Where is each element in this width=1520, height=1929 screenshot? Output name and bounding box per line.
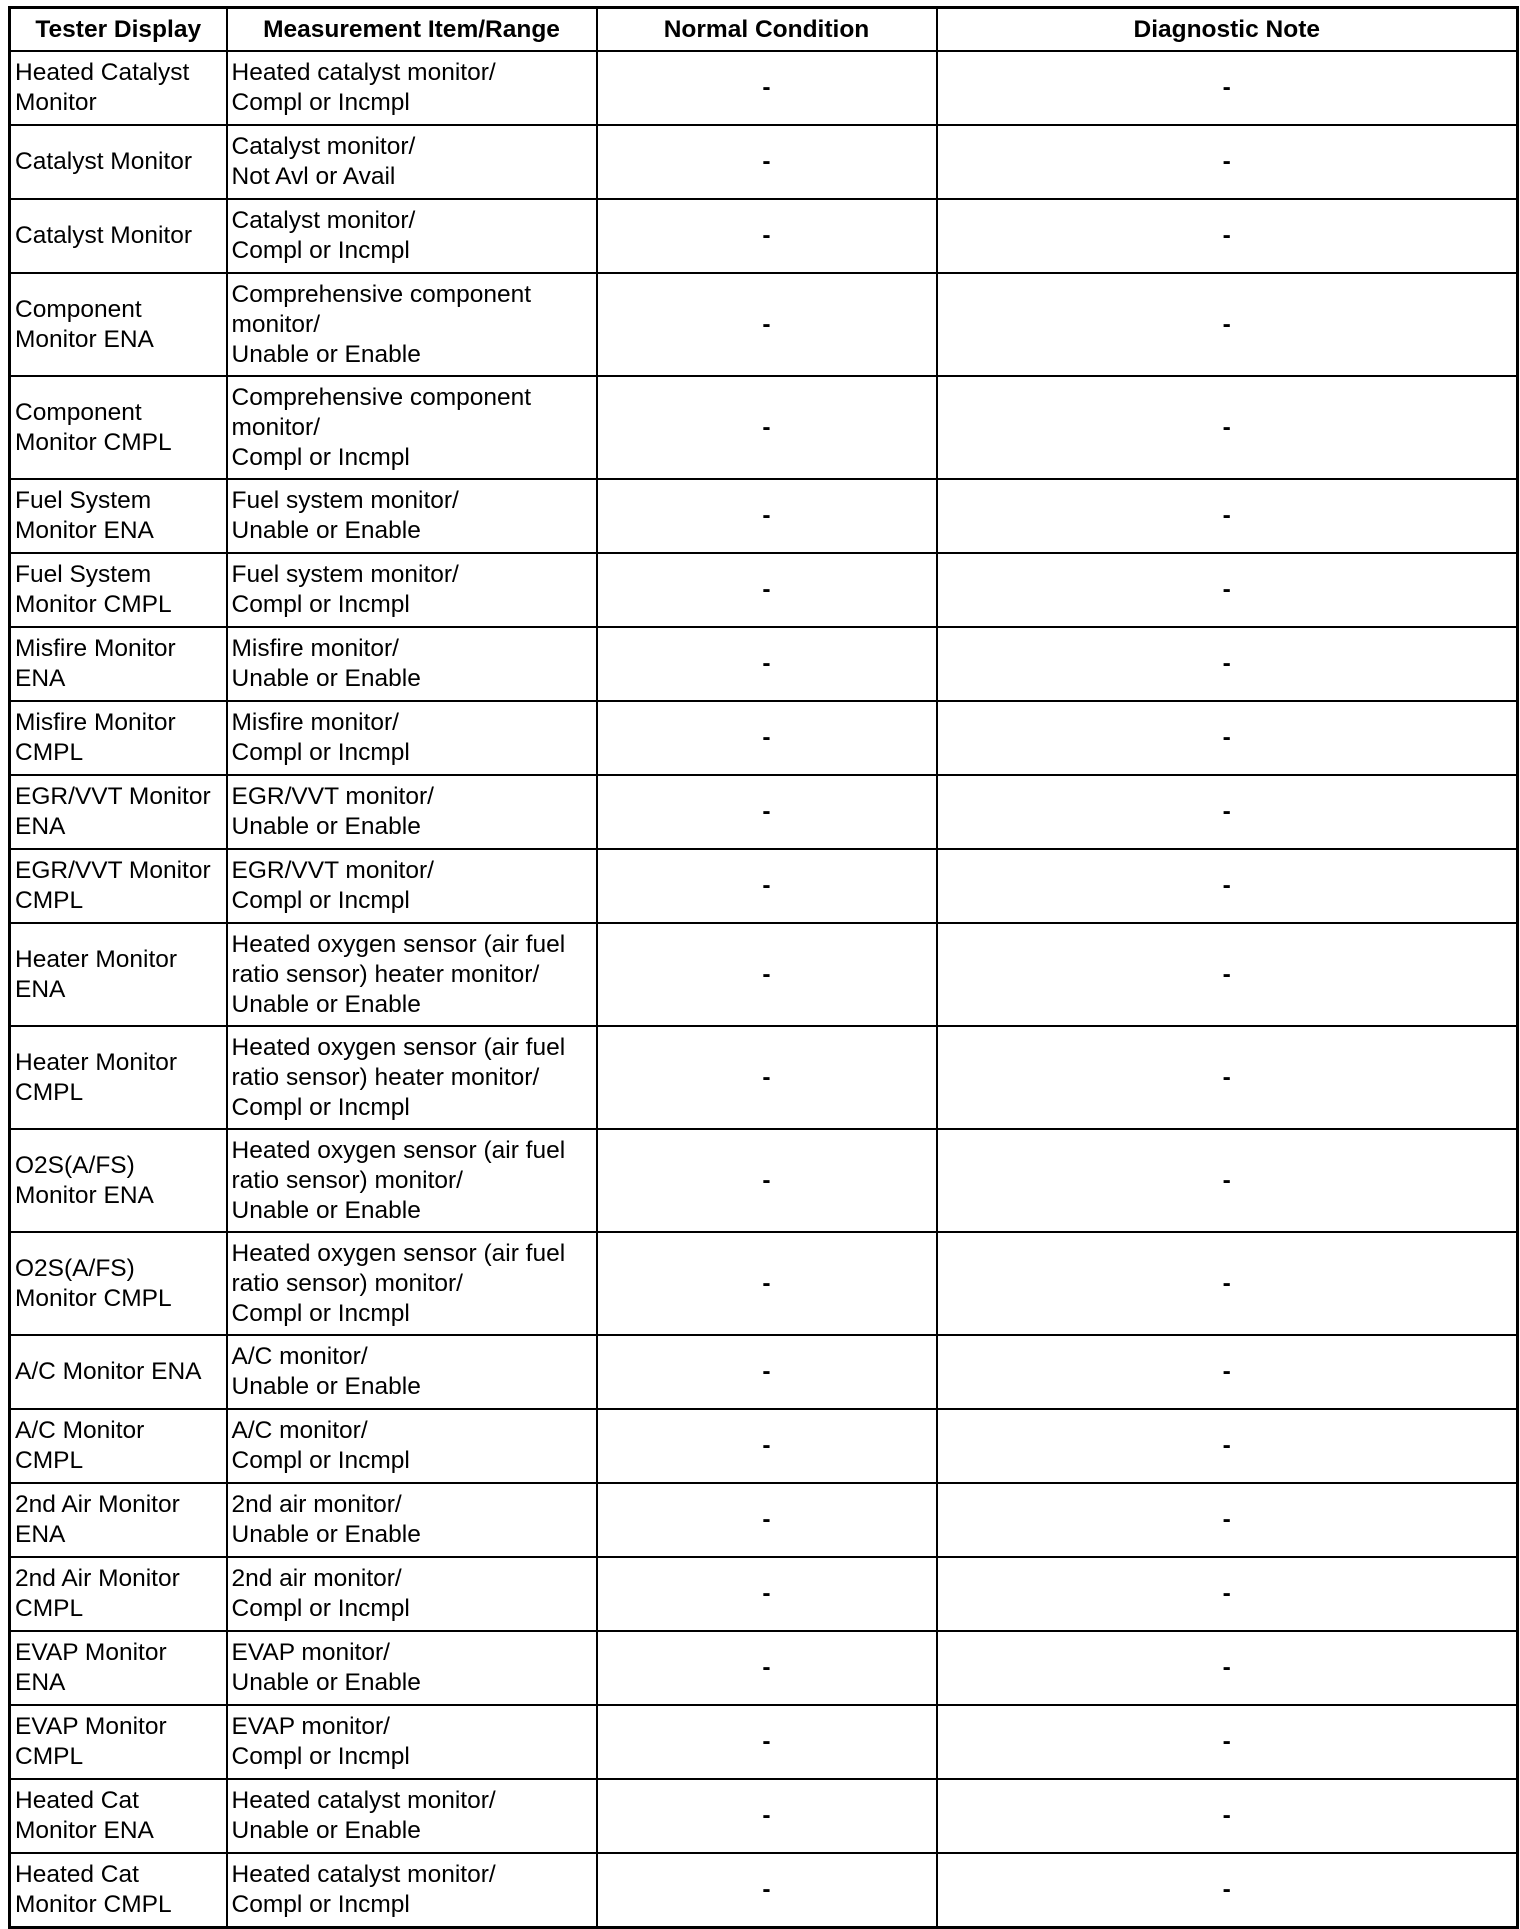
measurement-cell: Heated catalyst monitor/ Unable or Enable — [227, 1779, 597, 1853]
measurement-cell: Misfire monitor/ Compl or Incmpl — [227, 701, 597, 775]
tester-display-cell: O2S(A/FS) Monitor CMPL — [10, 1232, 227, 1335]
normal-condition-cell: - — [597, 1853, 937, 1928]
table-row — [10, 1483, 1518, 1557]
diagnostic-note-cell: - — [937, 125, 1518, 199]
measurement-cell: Heated oxygen sensor (air fuel ratio sensor) heater monitor/ Unable or Enable — [227, 923, 597, 1026]
measurement-cell: EVAP monitor/ Unable or Enable — [227, 1631, 597, 1705]
data-list-table-container — [8, 6, 1519, 1929]
table-row — [10, 1557, 1518, 1631]
diagnostic-note-cell: - — [937, 1705, 1518, 1779]
diagnostic-note-cell: - — [937, 627, 1518, 701]
diagnostic-note-cell: - — [937, 923, 1518, 1026]
measurement-cell: Catalyst monitor/ Not Avl or Avail — [227, 125, 597, 199]
normal-condition-cell: - — [597, 627, 937, 701]
measurement-cell: Heated oxygen sensor (air fuel ratio sensor) monitor/ Unable or Enable — [227, 1129, 597, 1232]
normal-condition-cell: - — [597, 1129, 937, 1232]
tester-display-cell: Misfire Monitor CMPL — [10, 701, 227, 775]
table-row — [10, 1779, 1518, 1853]
table-row — [10, 775, 1518, 849]
measurement-cell: Heated oxygen sensor (air fuel ratio sensor) monitor/ Compl or Incmpl — [227, 1232, 597, 1335]
measurement-cell: Misfire monitor/ Unable or Enable — [227, 627, 597, 701]
normal-condition-cell: - — [597, 199, 937, 273]
table-row — [10, 1335, 1518, 1409]
normal-condition-cell: - — [597, 849, 937, 923]
table-row — [10, 627, 1518, 701]
table-row — [10, 199, 1518, 273]
measurement-cell: EGR/VVT monitor/ Compl or Incmpl — [227, 849, 597, 923]
diagnostic-note-cell: - — [937, 199, 1518, 273]
diagnostic-note-cell: - — [937, 1483, 1518, 1557]
tester-display-cell: Catalyst Monitor — [10, 125, 227, 199]
tester-display-cell: A/C Monitor ENA — [10, 1335, 227, 1409]
diagnostic-note-cell: - — [937, 1232, 1518, 1335]
table-row — [10, 376, 1518, 479]
diagnostic-note-cell: - — [937, 273, 1518, 376]
diagnostic-note-cell: - — [937, 701, 1518, 775]
normal-condition-cell: - — [597, 125, 937, 199]
normal-condition-cell: - — [597, 1026, 937, 1129]
measurement-cell: Heated catalyst monitor/ Compl or Incmpl — [227, 51, 597, 125]
normal-condition-cell: - — [597, 1335, 937, 1409]
diagnostic-note-cell: - — [937, 1557, 1518, 1631]
normal-condition-cell: - — [597, 1631, 937, 1705]
tester-display-cell: Fuel System Monitor CMPL — [10, 553, 227, 627]
tester-display-cell: 2nd Air Monitor CMPL — [10, 1557, 227, 1631]
tester-display-cell: EGR/VVT Monitor ENA — [10, 775, 227, 849]
measurement-cell: Fuel system monitor/ Unable or Enable — [227, 479, 597, 553]
data-list-table — [8, 6, 1519, 1929]
tester-display-cell: Heated Cat Monitor CMPL — [10, 1853, 227, 1928]
tester-display-cell: Component Monitor ENA — [10, 273, 227, 376]
tester-display-cell: Heater Monitor CMPL — [10, 1026, 227, 1129]
normal-condition-cell: - — [597, 775, 937, 849]
header-normal-condition: Normal Condition — [597, 8, 937, 52]
table-row — [10, 923, 1518, 1026]
tester-display-cell: 2nd Air Monitor ENA — [10, 1483, 227, 1557]
tester-display-cell: O2S(A/FS) Monitor ENA — [10, 1129, 227, 1232]
measurement-cell: 2nd air monitor/ Unable or Enable — [227, 1483, 597, 1557]
table-row — [10, 1026, 1518, 1129]
normal-condition-cell: - — [597, 553, 937, 627]
normal-condition-cell: - — [597, 1779, 937, 1853]
diagnostic-note-cell: - — [937, 1129, 1518, 1232]
table-row — [10, 701, 1518, 775]
table-body — [10, 51, 1518, 1928]
header-tester-display: Tester Display — [10, 8, 227, 52]
normal-condition-cell: - — [597, 273, 937, 376]
diagnostic-note-cell: - — [937, 376, 1518, 479]
diagnostic-note-cell: - — [937, 553, 1518, 627]
measurement-cell: EVAP monitor/ Compl or Incmpl — [227, 1705, 597, 1779]
diagnostic-note-cell: - — [937, 775, 1518, 849]
table-row — [10, 479, 1518, 553]
tester-display-cell: Catalyst Monitor — [10, 199, 227, 273]
diagnostic-note-cell: - — [937, 1026, 1518, 1129]
table-row — [10, 1232, 1518, 1335]
table-row — [10, 849, 1518, 923]
normal-condition-cell: - — [597, 376, 937, 479]
tester-display-cell: A/C Monitor CMPL — [10, 1409, 227, 1483]
measurement-cell: Fuel system monitor/ Compl or Incmpl — [227, 553, 597, 627]
diagnostic-note-cell: - — [937, 849, 1518, 923]
measurement-cell: Comprehensive component monitor/ Compl or Incmpl — [227, 376, 597, 479]
table-row — [10, 51, 1518, 125]
diagnostic-note-cell: - — [937, 1409, 1518, 1483]
tester-display-cell: EGR/VVT Monitor CMPL — [10, 849, 227, 923]
normal-condition-cell: - — [597, 1232, 937, 1335]
measurement-cell: A/C monitor/ Compl or Incmpl — [227, 1409, 597, 1483]
tester-display-cell: Heated Cat Monitor ENA — [10, 1779, 227, 1853]
table-row — [10, 1705, 1518, 1779]
header-measurement-item: Measurement Item/Range — [227, 8, 597, 52]
normal-condition-cell: - — [597, 479, 937, 553]
measurement-cell: Catalyst monitor/ Compl or Incmpl — [227, 199, 597, 273]
diagnostic-note-cell: - — [937, 1853, 1518, 1928]
normal-condition-cell: - — [597, 1557, 937, 1631]
diagnostic-note-cell: - — [937, 1631, 1518, 1705]
table-row — [10, 1631, 1518, 1705]
tester-display-cell: Component Monitor CMPL — [10, 376, 227, 479]
tester-display-cell: EVAP Monitor CMPL — [10, 1705, 227, 1779]
tester-display-cell: EVAP Monitor ENA — [10, 1631, 227, 1705]
normal-condition-cell: - — [597, 1409, 937, 1483]
measurement-cell: Heated oxygen sensor (air fuel ratio sensor) heater monitor/ Compl or Incmpl — [227, 1026, 597, 1129]
tester-display-cell: Heater Monitor ENA — [10, 923, 227, 1026]
diagnostic-note-cell: - — [937, 479, 1518, 553]
measurement-cell: Comprehensive component monitor/ Unable or Enable — [227, 273, 597, 376]
diagnostic-note-cell: - — [937, 1335, 1518, 1409]
diagnostic-note-cell: - — [937, 1779, 1518, 1853]
tester-display-cell: Misfire Monitor ENA — [10, 627, 227, 701]
header-row — [10, 8, 1518, 52]
normal-condition-cell: - — [597, 1705, 937, 1779]
normal-condition-cell: - — [597, 923, 937, 1026]
diagnostic-note-cell: - — [937, 51, 1518, 125]
table-row — [10, 273, 1518, 376]
measurement-cell: EGR/VVT monitor/ Unable or Enable — [227, 775, 597, 849]
table-row — [10, 1409, 1518, 1483]
measurement-cell: A/C monitor/ Unable or Enable — [227, 1335, 597, 1409]
measurement-cell: 2nd air monitor/ Compl or Incmpl — [227, 1557, 597, 1631]
table-row — [10, 1853, 1518, 1928]
normal-condition-cell: - — [597, 51, 937, 125]
normal-condition-cell: - — [597, 1483, 937, 1557]
table-row — [10, 553, 1518, 627]
header-diagnostic-note: Diagnostic Note — [937, 8, 1518, 52]
tester-display-cell: Fuel System Monitor ENA — [10, 479, 227, 553]
measurement-cell: Heated catalyst monitor/ Compl or Incmpl — [227, 1853, 597, 1928]
table-row — [10, 125, 1518, 199]
tester-display-cell: Heated Catalyst Monitor — [10, 51, 227, 125]
normal-condition-cell: - — [597, 701, 937, 775]
table-row — [10, 1129, 1518, 1232]
